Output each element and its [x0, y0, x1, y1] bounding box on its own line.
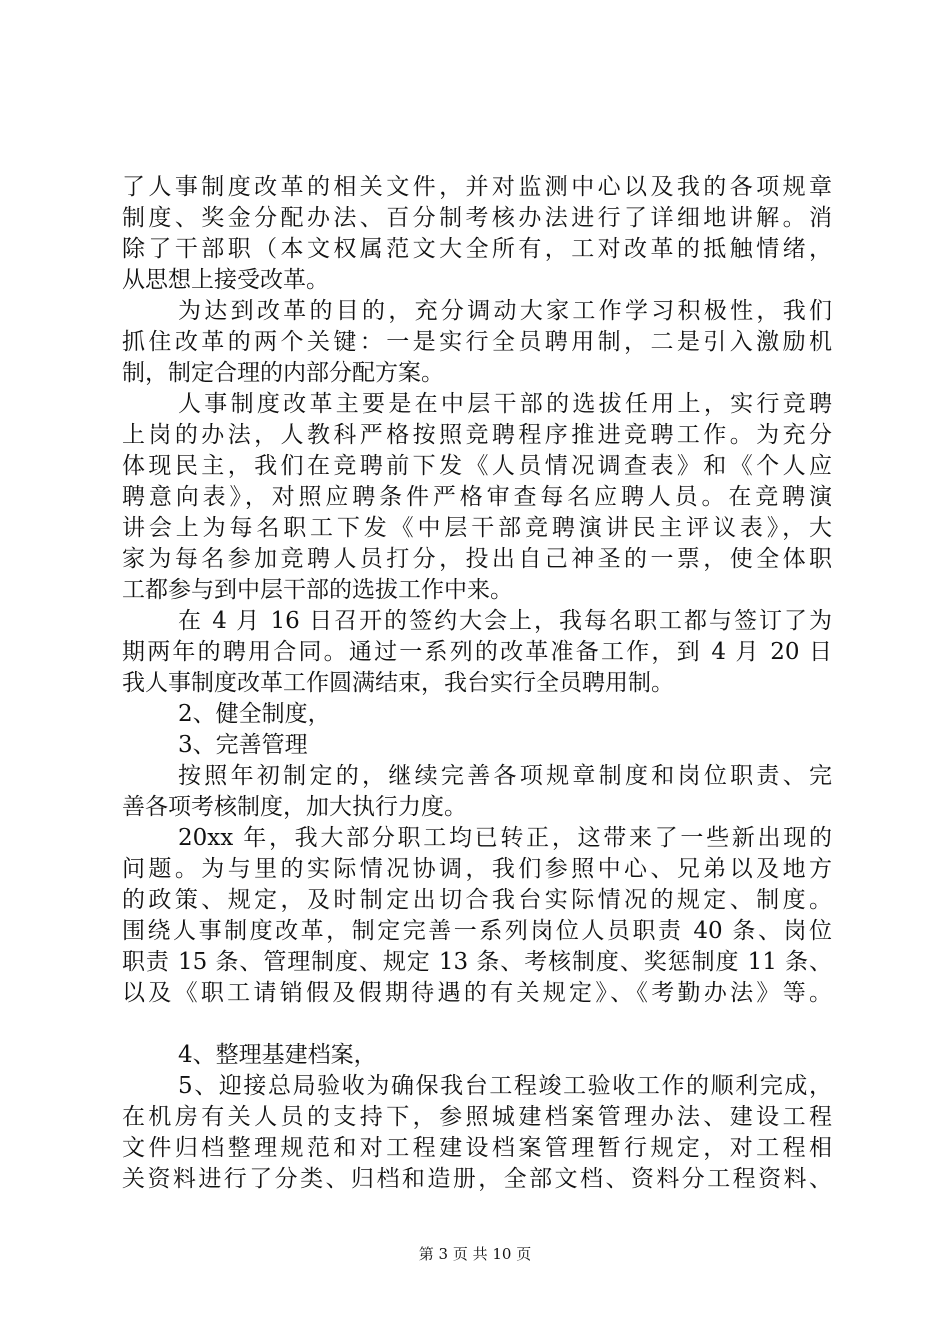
text-line: 期两年的聘用合同。通过一系列的改革准备工作，到 4 月 20 日	[122, 639, 832, 665]
page-footer: 第 3 页 共 10 页	[418, 1245, 532, 1263]
text-line: 按照年初制定的，继续完善各项规章制度和岗位职责、完	[178, 763, 832, 789]
text-line: 关资料进行了分类、归档和造册，全部文档、资料分工程资料、	[122, 1166, 832, 1192]
text-line: 除了干部职（本文权属范文大全所有，工对改革的抵触情绪，	[122, 236, 832, 262]
text-line: 制度、奖金分配办法、百分制考核办法进行了详细地讲解。消	[122, 205, 832, 231]
text-line: 体现民主，我们在竞聘前下发《人员情况调查表》和《个人应	[122, 453, 832, 479]
text-line: 善各项考核制度，加大执行力度。	[122, 794, 467, 820]
text-line: 在 4 月 16 日召开的签约大会上，我每名职工都与签订了为	[178, 608, 832, 634]
text-line: 工都参与到中层干部的选拔工作中来。	[122, 577, 513, 603]
text-line: 的政策、规定，及时制定出切合我台实际情况的规定、制度。	[122, 887, 832, 913]
text-line: 聘意向表》，对照应聘条件严格审查每名应聘人员。在竞聘演	[122, 484, 832, 510]
text-line: 了人事制度改革的相关文件，并对监测中心以及我的各项规章	[122, 174, 832, 200]
text-line: 围绕人事制度改革，制定完善一系列岗位人员职责 40 条、岗位	[122, 918, 832, 944]
text-line: 家为每名参加竞聘人员打分，投出自己神圣的一票，使全体职	[122, 546, 832, 572]
text-line: 职责 15 条、管理制度、规定 13 条、考核制度、奖惩制度 11 条、	[122, 949, 832, 975]
text-line: 从思想上接受改革。	[122, 267, 329, 293]
text-line: 4、整理基建档案，	[178, 1042, 377, 1068]
text-line: 2、健全制度，	[178, 701, 331, 727]
text-line: 人事制度改革主要是在中层干部的选拔任用上，实行竞聘	[178, 391, 832, 417]
text-line: 为达到改革的目的，充分调动大家工作学习积极性，我们	[178, 298, 832, 324]
text-line: 5、迎接总局验收为确保我台工程竣工验收工作的顺利完成，	[178, 1073, 832, 1099]
text-line: 我人事制度改革工作圆满结束，我台实行全员聘用制。	[122, 670, 674, 696]
text-line: 在机房有关人员的支持下，参照城建档案管理办法、建设工程	[122, 1104, 832, 1130]
text-line: 问题。为与里的实际情况协调，我们参照中心、兄弟以及地方	[122, 856, 832, 882]
text-line: 3、完善管理	[178, 732, 308, 758]
document-body	[122, 172, 832, 1195]
text-line: 制，制定合理的内部分配方案。	[122, 360, 444, 386]
blank-line	[122, 1009, 832, 1040]
text-line: 抓住改革的两个关键：一是实行全员聘用制，二是引入激励机	[122, 329, 832, 355]
text-line: 以及《职工请销假及假期待遇的有关规定》、《考勤办法》等。	[122, 980, 832, 1006]
text-line: 20xx 年，我大部分职工均已转正，这带来了一些新出现的	[178, 825, 832, 851]
text-line: 上岗的办法，人教科严格按照竞聘程序推进竞聘工作。为充分	[122, 422, 832, 448]
text-line: 文件归档整理规范和对工程建设档案管理暂行规定，对工程相	[122, 1135, 832, 1161]
text-line: 讲会上为每名职工下发《中层干部竞聘演讲民主评议表》，大	[122, 515, 832, 541]
